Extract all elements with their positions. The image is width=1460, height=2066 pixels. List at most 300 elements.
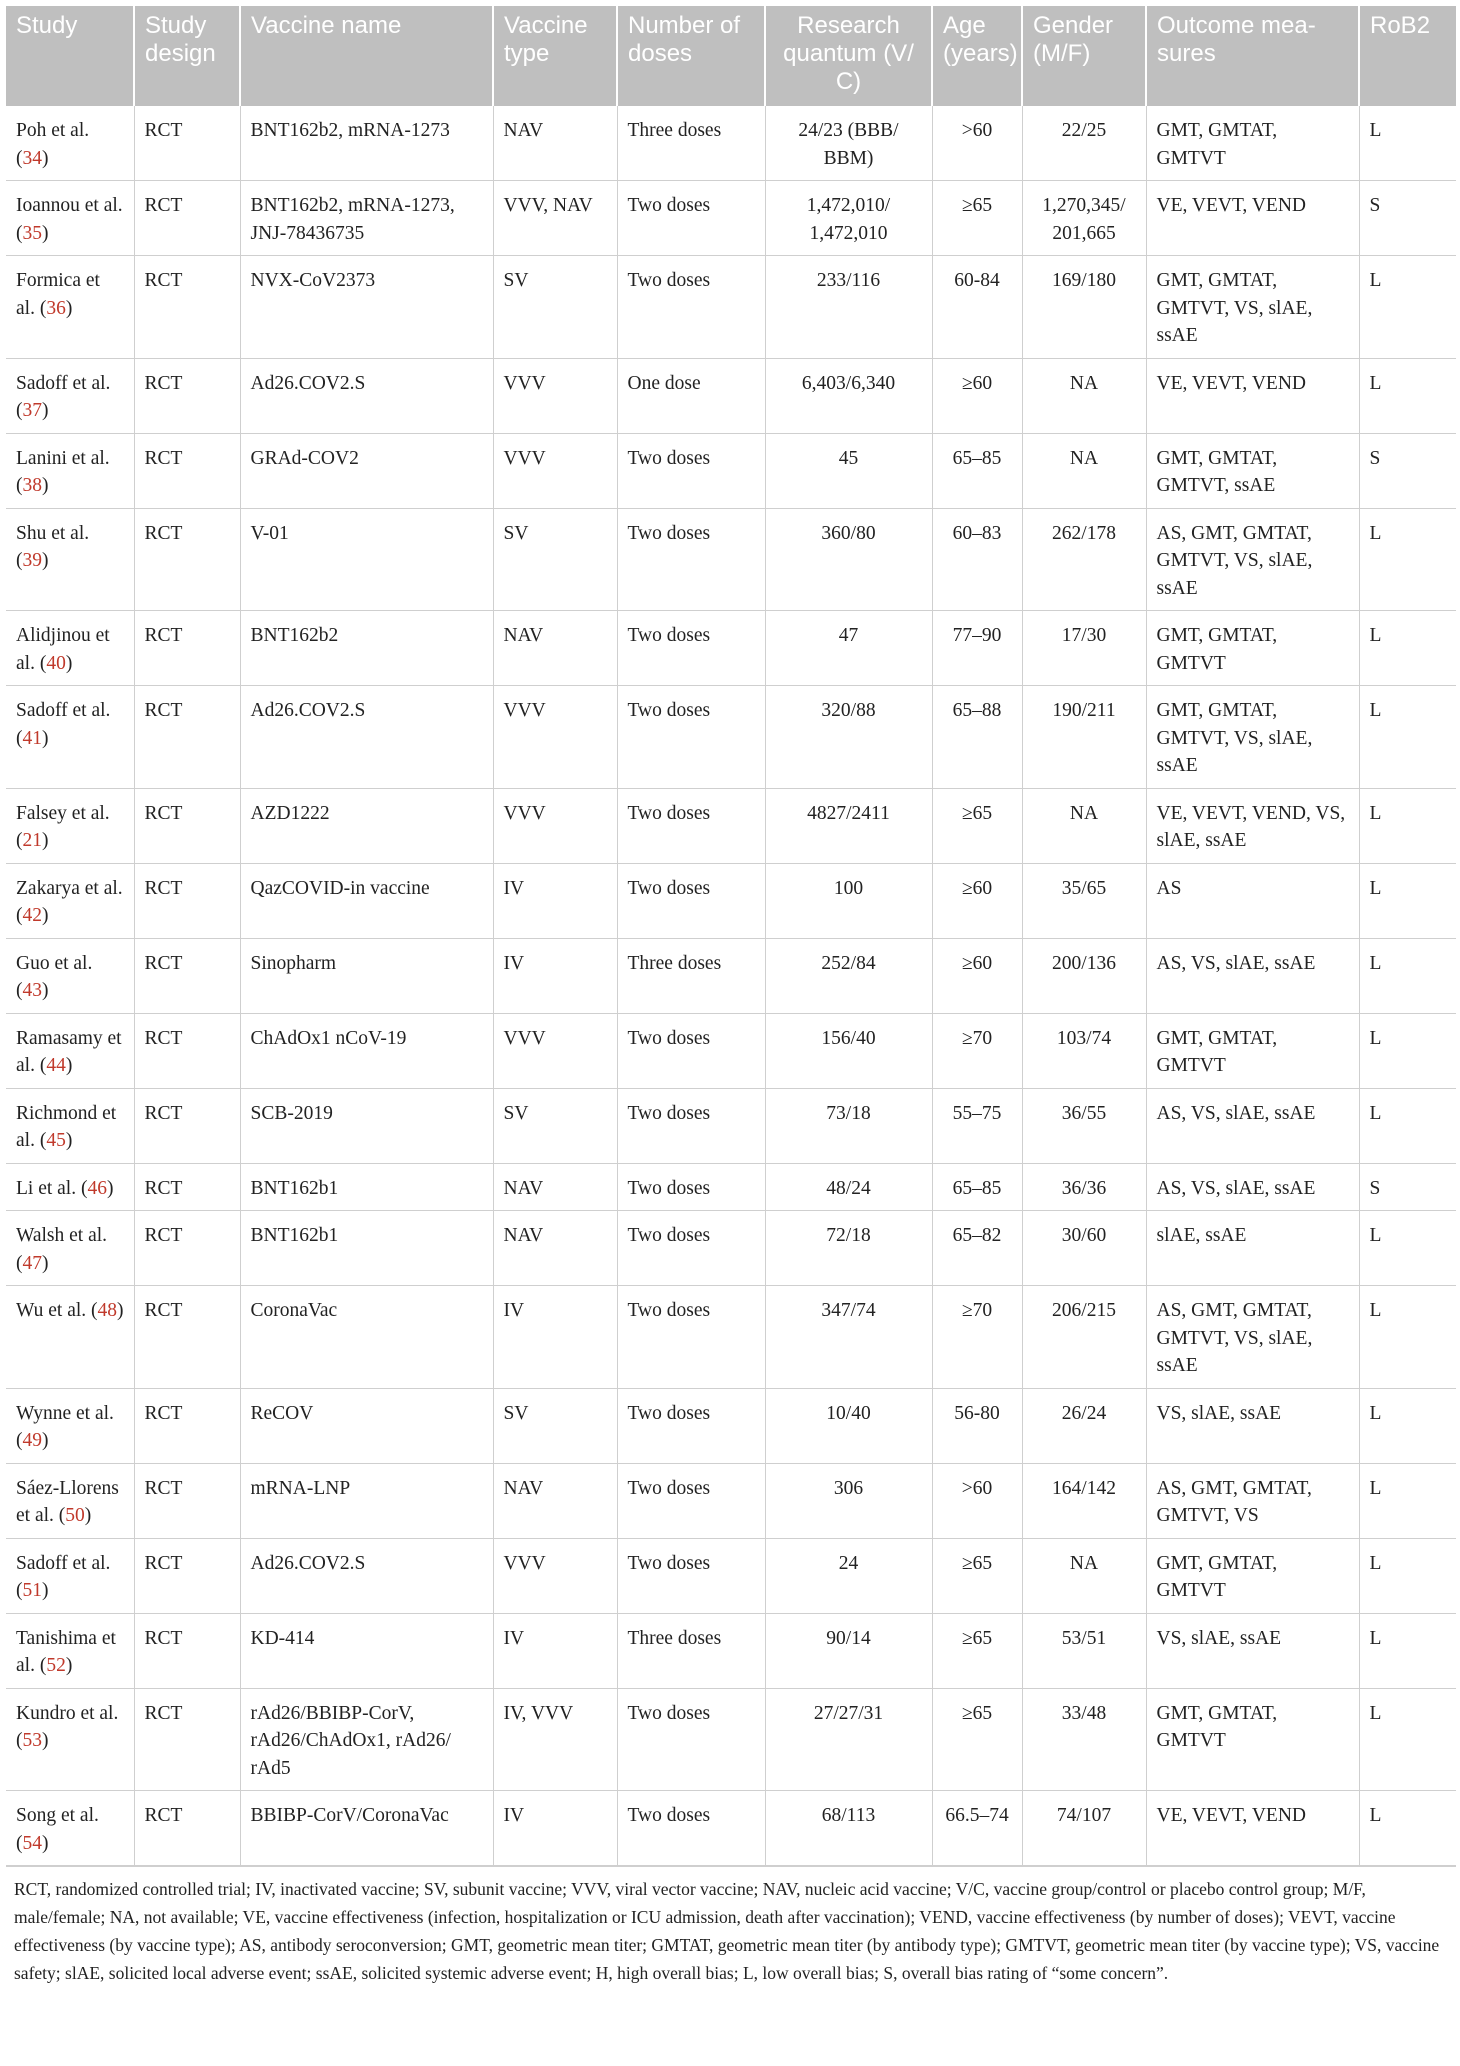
study-design-cell: RCT [134, 433, 240, 508]
vaccine-type-cell: SV [493, 508, 617, 611]
table-row [6, 508, 1456, 611]
table-row [6, 1688, 1456, 1791]
study-design-cell: RCT [134, 1791, 240, 1866]
gender-cell: 36/55 [1022, 1088, 1146, 1163]
study-design-cell: RCT [134, 611, 240, 686]
study-author: Sadoff et al. ( [16, 1552, 111, 1601]
study-design-cell: RCT [134, 863, 240, 938]
study-author: Walsh et al. ( [16, 1225, 108, 1274]
rob2-cell: L [1359, 1613, 1456, 1688]
study-cell [6, 508, 134, 611]
number-of-doses-cell: Two doses [617, 788, 765, 863]
study-cell [6, 1163, 134, 1211]
study-author: Sadoff et al. ( [16, 700, 111, 749]
study-author: Li et al. ( [16, 1177, 88, 1199]
outcome-measures-cell: slAE, ssAE [1146, 1211, 1359, 1286]
vaccine-name-cell: GRAd-COV2 [240, 433, 493, 508]
vaccine-type-cell: IV [493, 1791, 617, 1866]
rob2-cell: L [1359, 1388, 1456, 1463]
number-of-doses-cell: Two doses [617, 1388, 765, 1463]
research-quantum-cell: 90/14 [765, 1613, 932, 1688]
header-outcome-measures: Outcome mea- sures [1146, 6, 1359, 106]
research-quantum-cell: 10/40 [765, 1388, 932, 1463]
vaccine-name-cell: BNT162b1 [240, 1163, 493, 1211]
table-row [6, 1286, 1456, 1389]
gender-cell: 33/48 [1022, 1688, 1146, 1791]
study-author: Alidjinou et al. ( [16, 625, 110, 674]
header-age: Age (years) [932, 6, 1022, 106]
gender-cell: 53/51 [1022, 1613, 1146, 1688]
study-author-end: ) [42, 1832, 49, 1854]
vaccine-type-cell: VVV [493, 433, 617, 508]
outcome-measures-cell: GMT, GMTAT, GMTVT, VS, slAE, ssAE [1146, 686, 1359, 789]
study-characteristics-table [6, 6, 1456, 1866]
research-quantum-cell: 100 [765, 863, 932, 938]
outcome-measures-cell: GMT, GMTAT, GMTVT [1146, 1538, 1359, 1613]
gender-cell: 74/107 [1022, 1791, 1146, 1866]
table-footnote: RCT, randomized controlled trial; IV, inactivated vaccine; SV, subunit vaccine; VVV, viral vector vaccine; NAV, nucleic acid vaccine; V/C, vaccine group/control or placebo control group; M/F, male/female; NA, not available; VE, vaccine effectiveness (infection, hospitalization or ICU admission, death after vaccination); VEND, vaccine effectiveness (by number of doses); VEVT, vaccine effectiveness (by vaccine type); AS, antibody seroconversion; GMT, geometric mean titer; GMTAT, geometric mean titer (by antibody type); GMTVT, geometric mean titer (by vaccine type); VS, vaccine safety; slAE, solicited local adverse event; ssAE, solicited systemic adverse event; H, high overall bias; L, low overall bias; S, overall bias rating of “some concern”. [6, 1866, 1456, 1987]
age-cell: 60–83 [932, 508, 1022, 611]
study-author-end: ) [65, 297, 73, 319]
number-of-doses-cell: Two doses [617, 1791, 765, 1866]
rob2-cell: L [1359, 106, 1456, 181]
study-design-cell: RCT [134, 1088, 240, 1163]
study-author: Zakarya et al. ( [16, 877, 123, 926]
gender-cell: NA [1022, 1538, 1146, 1613]
study-cell [6, 181, 134, 256]
vaccine-name-cell: CoronaVac [240, 1286, 493, 1389]
number-of-doses-cell: Two doses [617, 1463, 765, 1538]
outcome-measures-cell: GMT, GMTAT, GMTVT [1146, 1013, 1359, 1088]
research-quantum-cell: 156/40 [765, 1013, 932, 1088]
research-quantum-cell: 24 [765, 1538, 932, 1613]
rob2-cell: L [1359, 256, 1456, 359]
research-quantum-cell: 6,403/6,340 [765, 358, 932, 433]
table-row [6, 1538, 1456, 1613]
header-research-quantum: Research quantum (V/ C) [765, 6, 932, 106]
rob2-cell: L [1359, 1463, 1456, 1538]
reference-link[interactable]: 52 [46, 1655, 66, 1676]
number-of-doses-cell: Two doses [617, 181, 765, 256]
reference-link[interactable]: 47 [22, 1252, 42, 1274]
reference-link[interactable]: 51 [22, 1580, 42, 1601]
age-cell: 65–85 [932, 433, 1022, 508]
vaccine-type-cell: NAV [493, 106, 617, 181]
table-row [6, 1613, 1456, 1688]
age-cell: ≥60 [932, 358, 1022, 433]
vaccine-name-cell: BBIBP-CorV/CoronaVac [240, 1791, 493, 1866]
study-author-end: ) [106, 1177, 114, 1199]
number-of-doses-cell: Two doses [617, 433, 765, 508]
outcome-measures-cell: VE, VEVT, VEND [1146, 1791, 1359, 1866]
reference-link[interactable]: 41 [22, 727, 42, 749]
outcome-measures-cell: GMT, GMTAT, GMTVT, VS, slAE, ssAE [1146, 256, 1359, 359]
header-gender: Gender (M/F) [1022, 6, 1146, 106]
study-cell [6, 1211, 134, 1286]
header-rob2: RoB2 [1359, 6, 1456, 106]
vaccine-name-cell: ChAdOx1 nCoV-19 [240, 1013, 493, 1088]
header-study: Study [6, 6, 134, 106]
number-of-doses-cell: Two doses [617, 1538, 765, 1613]
study-author-end: ) [42, 475, 49, 496]
header-vaccine-name: Vaccine name [240, 6, 493, 106]
number-of-doses-cell: Three doses [617, 1613, 765, 1688]
study-design-cell: RCT [134, 1613, 240, 1688]
vaccine-type-cell: IV, VVV [493, 1688, 617, 1791]
vaccine-type-cell: IV [493, 938, 617, 1013]
number-of-doses-cell: Two doses [617, 1286, 765, 1389]
outcome-measures-cell: AS, GMT, GMTAT, GMTVT, VS, slAE, ssAE [1146, 508, 1359, 611]
table-row [6, 181, 1456, 256]
table-container [6, 6, 1456, 1987]
age-cell: 77–90 [932, 611, 1022, 686]
number-of-doses-cell: Two doses [617, 1211, 765, 1286]
research-quantum-cell: 320/88 [765, 686, 932, 789]
study-design-cell: RCT [134, 1211, 240, 1286]
reference-link[interactable]: 48 [97, 1300, 118, 1321]
table-row [6, 1013, 1456, 1088]
gender-cell: 200/136 [1022, 938, 1146, 1013]
study-author: Falsey et al. ( [16, 802, 110, 851]
number-of-doses-cell: Two doses [617, 1088, 765, 1163]
vaccine-name-cell: BNT162b2 [240, 611, 493, 686]
gender-cell: 262/178 [1022, 508, 1146, 611]
reference-link[interactable]: 36 [46, 297, 66, 319]
age-cell: 56-80 [932, 1388, 1022, 1463]
gender-cell: 103/74 [1022, 1013, 1146, 1088]
study-author-end: ) [65, 1055, 73, 1076]
reference-link[interactable]: 53 [22, 1730, 42, 1751]
study-author: Guo et al. ( [16, 952, 93, 1001]
study-author-end: ) [42, 1580, 49, 1601]
age-cell: ≥65 [932, 181, 1022, 256]
reference-link[interactable]: 39 [22, 550, 42, 571]
age-cell: ≥70 [932, 1013, 1022, 1088]
number-of-doses-cell: Two doses [617, 1163, 765, 1211]
rob2-cell: L [1359, 1538, 1456, 1613]
age-cell: 66.5–74 [932, 1791, 1022, 1866]
gender-cell: 26/24 [1022, 1388, 1146, 1463]
outcome-measures-cell: AS, GMT, GMTAT, GMTVT, VS [1146, 1463, 1359, 1538]
table-row [6, 1211, 1456, 1286]
vaccine-name-cell: Sinopharm [240, 938, 493, 1013]
study-cell [6, 1013, 134, 1088]
number-of-doses-cell: Three doses [617, 106, 765, 181]
vaccine-name-cell: BNT162b2, mRNA-1273, JNJ-78436735 [240, 181, 493, 256]
rob2-cell: L [1359, 508, 1456, 611]
research-quantum-cell: 233/116 [765, 256, 932, 359]
table-row [6, 938, 1456, 1013]
vaccine-name-cell: Ad26.COV2.S [240, 1538, 493, 1613]
table-row [6, 1388, 1456, 1463]
research-quantum-cell: 72/18 [765, 1211, 932, 1286]
reference-link[interactable]: 42 [22, 905, 42, 926]
reference-link[interactable]: 44 [46, 1055, 66, 1076]
rob2-cell: L [1359, 863, 1456, 938]
age-cell: 65–82 [932, 1211, 1022, 1286]
study-cell [6, 1463, 134, 1538]
research-quantum-cell: 47 [765, 611, 932, 686]
study-cell [6, 1388, 134, 1463]
vaccine-name-cell: rAd26/BBIBP-CorV, rAd26/ChAdOx1, rAd26/ rAd5 [240, 1688, 493, 1791]
number-of-doses-cell: One dose [617, 358, 765, 433]
study-cell [6, 358, 134, 433]
study-author: Lanini et al. ( [16, 447, 110, 496]
study-author: Song et al. ( [16, 1805, 99, 1854]
age-cell: 55–75 [932, 1088, 1022, 1163]
study-cell [6, 1088, 134, 1163]
number-of-doses-cell: Two doses [617, 611, 765, 686]
study-author: Ioannou et al. ( [16, 195, 123, 244]
rob2-cell: L [1359, 358, 1456, 433]
research-quantum-cell: 45 [765, 433, 932, 508]
gender-cell: 206/215 [1022, 1286, 1146, 1389]
study-author: Sáez-Llorens et al. ( [16, 1477, 119, 1526]
research-quantum-cell: 347/74 [765, 1286, 932, 1389]
study-author-end: ) [42, 830, 49, 851]
research-quantum-cell: 27/27/31 [765, 1688, 932, 1791]
study-cell [6, 788, 134, 863]
study-author-end: ) [42, 1730, 49, 1751]
rob2-cell: S [1359, 433, 1456, 508]
rob2-cell: L [1359, 1791, 1456, 1866]
vaccine-type-cell: SV [493, 1088, 617, 1163]
vaccine-type-cell: SV [493, 1388, 617, 1463]
vaccine-name-cell: V-01 [240, 508, 493, 611]
rob2-cell: S [1359, 1163, 1456, 1211]
rob2-cell: L [1359, 1013, 1456, 1088]
age-cell: ≥60 [932, 863, 1022, 938]
number-of-doses-cell: Two doses [617, 686, 765, 789]
gender-cell: 1,270,345/ 201,665 [1022, 181, 1146, 256]
gender-cell: 169/180 [1022, 256, 1146, 359]
study-author-end: ) [42, 1252, 49, 1274]
vaccine-type-cell: VVV [493, 788, 617, 863]
vaccine-type-cell: NAV [493, 1163, 617, 1211]
study-author: Ramasamy et al. ( [16, 1027, 122, 1076]
study-cell [6, 1688, 134, 1791]
gender-cell: 30/60 [1022, 1211, 1146, 1286]
vaccine-name-cell: Ad26.COV2.S [240, 358, 493, 433]
vaccine-type-cell: VVV [493, 686, 617, 789]
reference-link[interactable]: 21 [22, 830, 42, 851]
study-author-end: ) [42, 1430, 49, 1451]
table-row [6, 106, 1456, 181]
age-cell: ≥60 [932, 938, 1022, 1013]
vaccine-name-cell: AZD1222 [240, 788, 493, 863]
study-cell [6, 433, 134, 508]
research-quantum-cell: 1,472,010/ 1,472,010 [765, 181, 932, 256]
table-row [6, 788, 1456, 863]
table-row [6, 1163, 1456, 1211]
age-cell: >60 [932, 1463, 1022, 1538]
gender-cell: 35/65 [1022, 863, 1146, 938]
table-row [6, 358, 1456, 433]
reference-link[interactable]: 40 [46, 652, 66, 674]
table-row [6, 686, 1456, 789]
outcome-measures-cell: VS, slAE, ssAE [1146, 1388, 1359, 1463]
header-study-design: Study design [134, 6, 240, 106]
outcome-measures-cell: VE, VEVT, VEND [1146, 181, 1359, 256]
table-row [6, 433, 1456, 508]
research-quantum-cell: 306 [765, 1463, 932, 1538]
outcome-measures-cell: GMT, GMTAT, GMTVT [1146, 1688, 1359, 1791]
study-design-cell: RCT [134, 1286, 240, 1389]
age-cell: ≥65 [932, 1613, 1022, 1688]
rob2-cell: S [1359, 181, 1456, 256]
rob2-cell: L [1359, 1688, 1456, 1791]
vaccine-type-cell: VVV [493, 1538, 617, 1613]
table-row [6, 863, 1456, 938]
study-design-cell: RCT [134, 106, 240, 181]
number-of-doses-cell: Three doses [617, 938, 765, 1013]
reference-link[interactable]: 37 [22, 400, 42, 421]
study-author: Sadoff et al. ( [16, 372, 111, 421]
study-design-cell: RCT [134, 1538, 240, 1613]
table-row [6, 611, 1456, 686]
vaccine-type-cell: NAV [493, 1463, 617, 1538]
rob2-cell: L [1359, 1286, 1456, 1389]
gender-cell: NA [1022, 358, 1146, 433]
reference-link[interactable]: 38 [22, 475, 42, 496]
gender-cell: 164/142 [1022, 1463, 1146, 1538]
reference-link[interactable]: 49 [22, 1430, 42, 1451]
study-design-cell: RCT [134, 1013, 240, 1088]
research-quantum-cell: 252/84 [765, 938, 932, 1013]
vaccine-type-cell: IV [493, 1286, 617, 1389]
study-design-cell: RCT [134, 1688, 240, 1791]
study-cell [6, 1791, 134, 1866]
header-number-of-doses: Number of doses [617, 6, 765, 106]
age-cell: ≥65 [932, 788, 1022, 863]
study-author-end: ) [42, 980, 49, 1001]
reference-link[interactable]: 35 [22, 222, 42, 244]
study-author: Shu et al. ( [16, 522, 90, 571]
study-design-cell: RCT [134, 788, 240, 863]
study-design-cell: RCT [134, 181, 240, 256]
study-author: Kundro et al. ( [16, 1702, 119, 1751]
table-row [6, 1791, 1456, 1866]
vaccine-name-cell: ReCOV [240, 1388, 493, 1463]
study-cell [6, 611, 134, 686]
age-cell: ≥70 [932, 1286, 1022, 1389]
research-quantum-cell: 4827/2411 [765, 788, 932, 863]
vaccine-type-cell: NAV [493, 1211, 617, 1286]
study-author-end: ) [65, 1655, 73, 1676]
study-author: Wu et al. ( [16, 1300, 98, 1321]
vaccine-type-cell: SV [493, 256, 617, 359]
number-of-doses-cell: Two doses [617, 863, 765, 938]
study-author-end: ) [65, 652, 73, 674]
study-author-end: ) [84, 1505, 92, 1526]
study-author-end: ) [117, 1300, 124, 1321]
vaccine-type-cell: IV [493, 1613, 617, 1688]
age-cell: 65–88 [932, 686, 1022, 789]
vaccine-name-cell: NVX-CoV2373 [240, 256, 493, 359]
vaccine-type-cell: IV [493, 863, 617, 938]
study-author: Wynne et al. ( [16, 1402, 114, 1451]
study-cell [6, 686, 134, 789]
table-row [6, 256, 1456, 359]
gender-cell: NA [1022, 788, 1146, 863]
table-header [6, 6, 1456, 106]
study-author: Richmond et al. ( [16, 1102, 117, 1151]
study-author: Tanishima et al. ( [16, 1627, 116, 1676]
research-quantum-cell: 68/113 [765, 1791, 932, 1866]
study-cell [6, 863, 134, 938]
gender-cell: 36/36 [1022, 1163, 1146, 1211]
number-of-doses-cell: Two doses [617, 1013, 765, 1088]
research-quantum-cell: 24/23 (BBB/ BBM) [765, 106, 932, 181]
rob2-cell: L [1359, 1088, 1456, 1163]
outcome-measures-cell: VE, VEVT, VEND, VS, slAE, ssAE [1146, 788, 1359, 863]
study-author-end: ) [42, 222, 49, 244]
research-quantum-cell: 48/24 [765, 1163, 932, 1211]
age-cell: 60-84 [932, 256, 1022, 359]
study-design-cell: RCT [134, 358, 240, 433]
number-of-doses-cell: Two doses [617, 1688, 765, 1791]
reference-link[interactable]: 54 [22, 1832, 42, 1854]
reference-link[interactable]: 45 [46, 1130, 66, 1151]
rob2-cell: L [1359, 788, 1456, 863]
age-cell: >60 [932, 106, 1022, 181]
study-design-cell: RCT [134, 1163, 240, 1211]
outcome-measures-cell: AS, GMT, GMTAT, GMTVT, VS, slAE, ssAE [1146, 1286, 1359, 1389]
age-cell: 65–85 [932, 1163, 1022, 1211]
number-of-doses-cell: Two doses [617, 256, 765, 359]
research-quantum-cell: 73/18 [765, 1088, 932, 1163]
number-of-doses-cell: Two doses [617, 508, 765, 611]
reference-link[interactable]: 43 [22, 980, 42, 1001]
reference-link[interactable]: 50 [65, 1505, 85, 1526]
study-author-end: ) [42, 727, 49, 749]
study-author: Formica et al. ( [16, 270, 100, 319]
vaccine-name-cell: KD-414 [240, 1613, 493, 1688]
study-author-end: ) [65, 1130, 73, 1151]
study-author-end: ) [42, 550, 49, 571]
study-design-cell: RCT [134, 508, 240, 611]
study-cell [6, 938, 134, 1013]
vaccine-name-cell: BNT162b1 [240, 1211, 493, 1286]
vaccine-type-cell: NAV [493, 611, 617, 686]
study-design-cell: RCT [134, 1388, 240, 1463]
rob2-cell: L [1359, 611, 1456, 686]
study-design-cell: RCT [134, 686, 240, 789]
study-cell [6, 1613, 134, 1688]
vaccine-name-cell: QazCOVID-in vaccine [240, 863, 493, 938]
outcome-measures-cell: AS, VS, slAE, ssAE [1146, 1163, 1359, 1211]
vaccine-name-cell: mRNA-LNP [240, 1463, 493, 1538]
outcome-measures-cell: GMT, GMTAT, GMTVT [1146, 611, 1359, 686]
header-vaccine-type: Vaccine type [493, 6, 617, 106]
study-cell [6, 106, 134, 181]
outcome-measures-cell: AS, VS, slAE, ssAE [1146, 938, 1359, 1013]
study-author-end: ) [42, 400, 49, 421]
gender-cell: 190/211 [1022, 686, 1146, 789]
study-author-end: ) [42, 147, 49, 169]
research-quantum-cell: 360/80 [765, 508, 932, 611]
rob2-cell: L [1359, 686, 1456, 789]
study-design-cell: RCT [134, 256, 240, 359]
reference-link[interactable]: 34 [22, 147, 42, 169]
vaccine-name-cell: SCB-2019 [240, 1088, 493, 1163]
vaccine-type-cell: VVV [493, 1013, 617, 1088]
vaccine-type-cell: VVV, NAV [493, 181, 617, 256]
study-author-end: ) [42, 905, 49, 926]
study-design-cell: RCT [134, 938, 240, 1013]
outcome-measures-cell: VS, slAE, ssAE [1146, 1613, 1359, 1688]
reference-link[interactable]: 46 [87, 1177, 107, 1199]
